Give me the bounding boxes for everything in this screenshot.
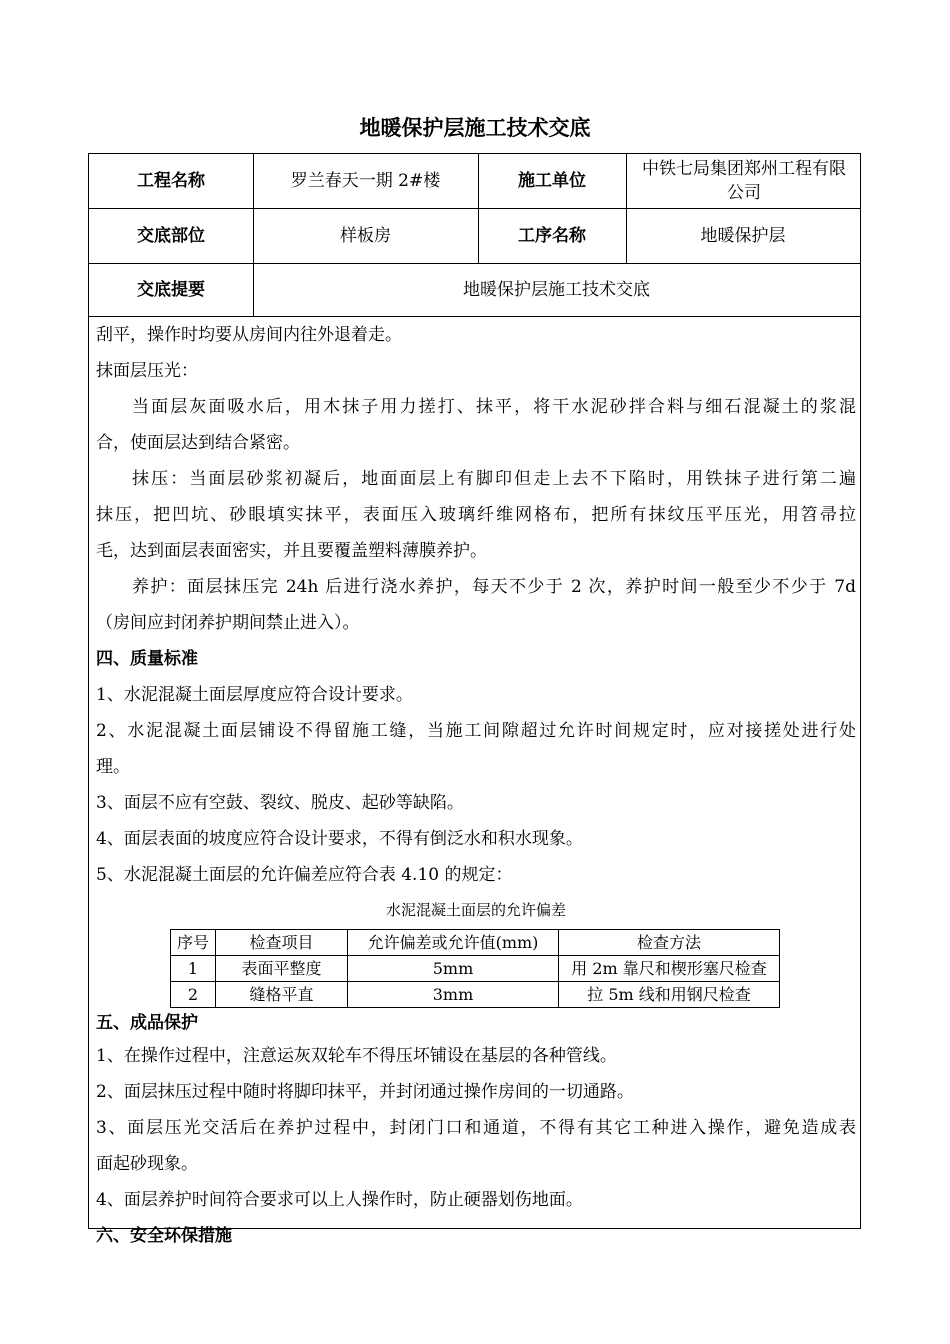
process-label: 工序名称 <box>518 225 586 246</box>
list-item: 3、面层压光交活后在养护过程中，封闭门口和通道，不得有其它工种进入操作，避免造成表 <box>96 1118 856 1138</box>
table-row <box>171 956 780 982</box>
list-item: 4、面层养护时间符合要求可以上人操作时，防止硬器划伤地面。 <box>96 1190 583 1210</box>
paragraph: 抹压，把凹坑、砂眼填实抹平，表面压入玻璃纤维网格布，把所有抹纹压平压光，用笤帚拉 <box>96 505 856 525</box>
project-name-label: 工程名称 <box>137 171 205 191</box>
paragraph: 毛，达到面层表面密实，并且要覆盖塑料薄膜养护。 <box>96 541 487 561</box>
table-cell: 用 2m 靠尺和楔形塞尺检查 <box>559 956 780 982</box>
table-cell: 缝格平直 <box>216 982 348 1008</box>
list-item: 1、在操作过程中，注意运灰双轮车不得压坏铺设在基层的各种管线。 <box>96 1046 617 1066</box>
section-heading: 六、安全环保措施 <box>96 1226 232 1246</box>
paragraph: 合，使面层达到结合紧密。 <box>96 433 300 453</box>
table-header-row <box>171 930 780 956</box>
list-item: 2、面层抹压过程中随时将脚印抹平，并封闭通过操作房间的一切通路。 <box>96 1082 634 1102</box>
paragraph: 刮平，操作时均要从房间内往外退着走。 <box>96 325 402 345</box>
table-header-cell: 允许偏差或允许值(mm) <box>348 930 559 956</box>
paragraph: 当面层灰面吸水后，用木抹子用力搓打、抹平，将干水泥砂拌合料与细石混凝土的浆混 <box>132 397 856 417</box>
paragraph: 养护：面层抹压完 24h 后进行浇水养护，每天不少于 2 次，养护时间一般至少不少于 7d <box>132 577 856 597</box>
contractor-label: 施工单位 <box>518 171 586 191</box>
list-item: 2、水泥混凝土面层铺设不得留施工缝，当施工间隙超过允许时间规定时，应对接搓处进行处 <box>96 721 856 741</box>
summary-label: 交底提要 <box>137 279 205 300</box>
process-value: 地暖保护层 <box>700 225 786 246</box>
list-item: 5、水泥混凝土面层的允许偏差应符合表 4.10 的规定： <box>96 865 513 885</box>
location-value: 样板房 <box>340 225 391 246</box>
table-header-cell: 检查项目 <box>216 930 348 956</box>
list-item: 理。 <box>96 757 130 777</box>
paragraph: 抹面层压光： <box>96 361 198 381</box>
project-name-value: 罗兰春天一期 2#楼 <box>290 171 441 191</box>
list-item: 面起砂现象。 <box>96 1154 198 1174</box>
table-header-cell: 序号 <box>171 930 216 956</box>
section-heading: 五、成品保护 <box>96 1013 198 1033</box>
document-body <box>96 317 856 1254</box>
table-row <box>171 982 780 1008</box>
table-cell: 2 <box>171 982 216 1008</box>
contractor-value: 中铁七局集团郑州工程有限公司 <box>642 159 846 203</box>
table-cell: 5mm <box>348 956 559 982</box>
list-item: 4、面层表面的坡度应符合设计要求，不得有倒泛水和积水现象。 <box>96 829 583 849</box>
paragraph: （房间应封闭养护期间禁止进入）。 <box>96 613 360 633</box>
section-heading: 四、质量标准 <box>96 649 198 669</box>
deviation-table <box>170 929 780 1008</box>
table-cell: 1 <box>171 956 216 982</box>
list-item: 1、水泥混凝土面层厚度应符合设计要求。 <box>96 685 413 705</box>
list-item: 3、面层不应有空鼓、裂纹、脱皮、起砂等缺陷。 <box>96 793 464 813</box>
table-cell: 表面平整度 <box>216 956 348 982</box>
summary-value: 地暖保护层施工技术交底 <box>463 279 650 300</box>
document-title: 地暖保护层施工技术交底 <box>359 116 591 140</box>
paragraph: 抹压：当面层砂浆初凝后，地面面层上有脚印但走上去不下陷时，用铁抹子进行第二遍 <box>132 469 856 489</box>
table-caption: 水泥混凝土面层的允许偏差 <box>385 901 566 919</box>
location-label: 交底部位 <box>137 225 205 246</box>
table-cell: 3mm <box>348 982 559 1008</box>
table-header-cell: 检查方法 <box>559 930 780 956</box>
table-cell: 拉 5m 线和用钢尺检查 <box>559 982 780 1008</box>
